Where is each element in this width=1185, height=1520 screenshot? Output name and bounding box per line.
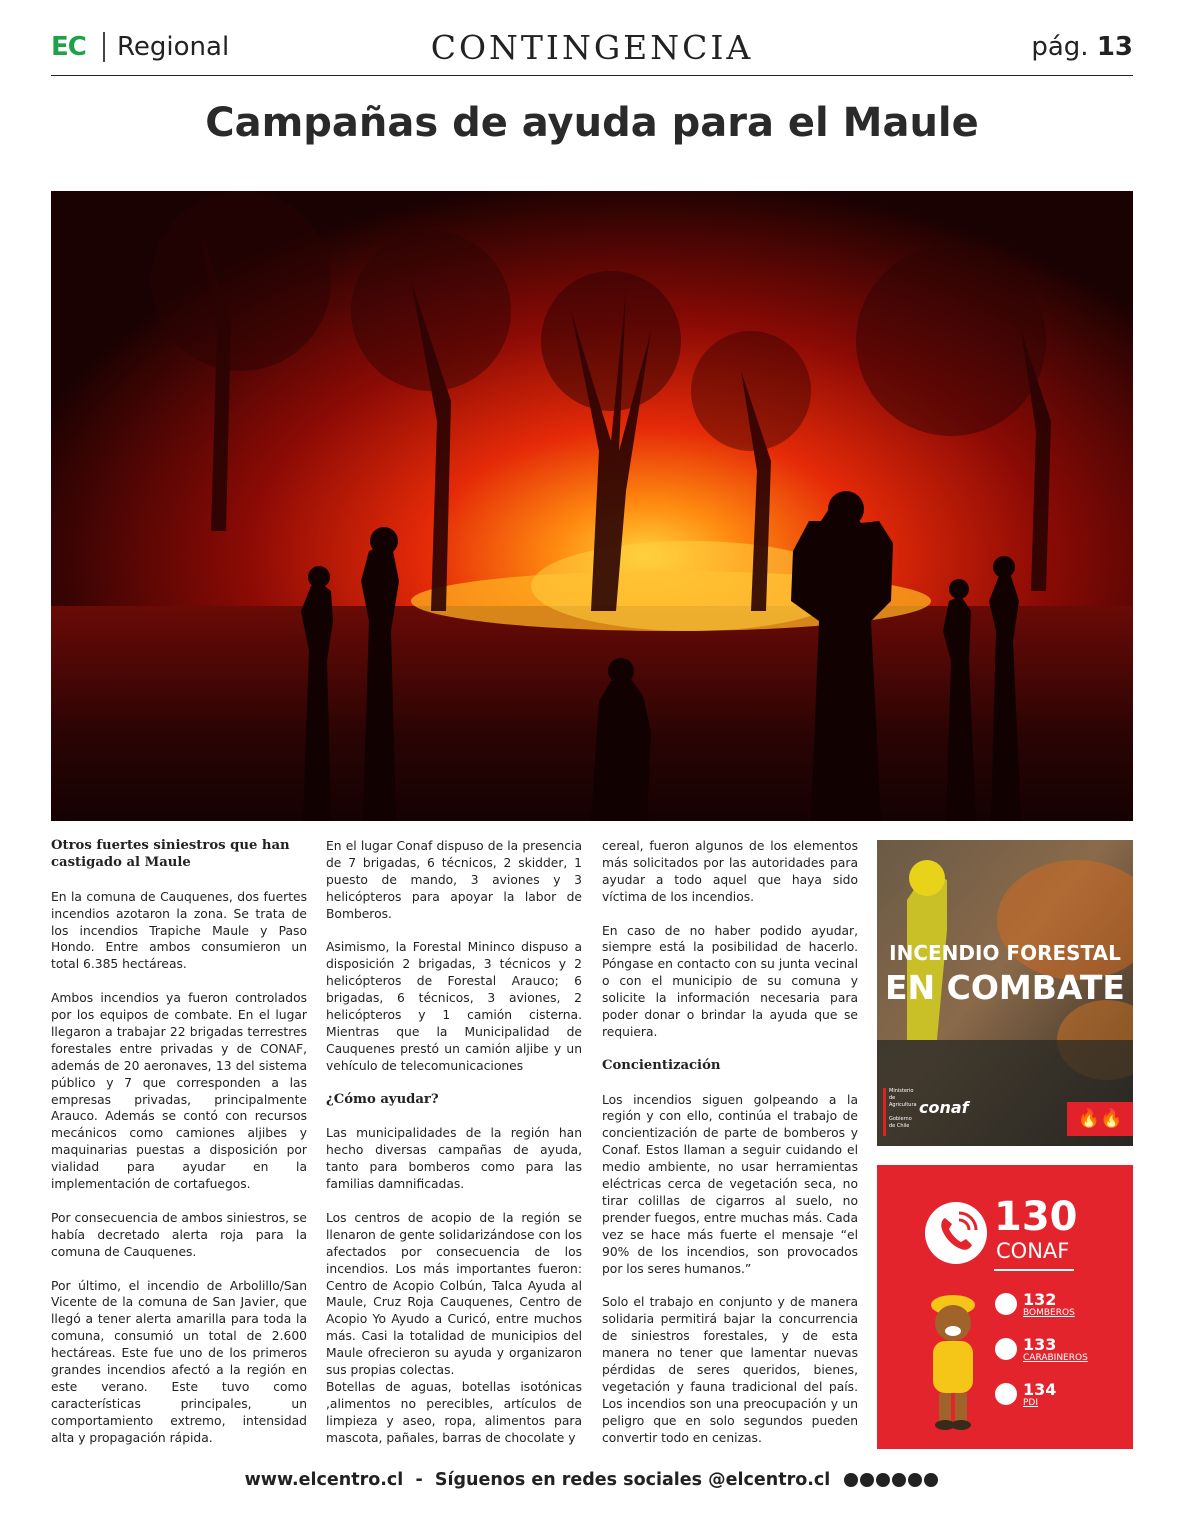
instagram-icon[interactable] [860,1473,874,1487]
footer-text[interactable]: www.elcentro.cl - Síguenos en redes sociales @elcentro.cl [244,1470,831,1490]
ministry-name: Ministerio de Agricultura [889,1088,917,1108]
ad-incendio-forestal[interactable] [877,840,1133,1146]
logo[interactable]: EC [51,32,86,62]
paragraph: En el lugar Conaf dispuso de la presencia de 7 brigadas, 6 técnicos, 2 skidder, 1 puesto de mando, 3 aviones y 3 helicópteros para apoyar la labor de Bomberos. [326,839,582,921]
article-column-1 [51,838,307,1463]
number-value: 134 [1023,1380,1057,1399]
page-header [51,28,1133,76]
subheading-concientizacion: Concientización [602,1057,721,1073]
paragraph: Los incendios siguen golpeando a la región y con ello, continúa el trabajo de concientización de parte de bomberos y Conaf. Estos llaman a seguir cuidando el medio ambiente, no usar herramientas eléctricas cerca de vegetación seca, no tirar colillas de cigarros al suelo, no prender fuegos, entre muchas más. Cada vez se hace más fuerte el mensaje “el 90% de los incendios, son provocados por los seres humanos.” [602,1092,858,1276]
subheading-como-ayudar: ¿Cómo ayudar? [326,1091,439,1107]
spotify-icon[interactable] [908,1473,922,1487]
social-icons [844,1470,940,1490]
fire-photo [51,191,1133,821]
youtube-icon[interactable] [876,1473,890,1487]
number-label: CARABINEROS [1023,1353,1088,1363]
conaf-logo: conaf [919,1098,969,1117]
page-footer [0,1470,1185,1490]
paragraph: Por último, el incendio de Arbolillo/San Vicente de la comuna de San Javier, que llegó a tener alerta amarilla para toda la comuna, consumió un total de 2.600 hectáreas. Este fue uno de los primeros grandes incendios afectó a la región en este verano. Este tuvo como características principales, un comportamiento extremo, intensidad alta y propagación rápida. [51,1278,307,1445]
paragraph: Asimismo, la Forestal Mininco dispuso a disposición 2 brigadas, 3 técnicos y 2 helicópteros de Forestal Arauco; 6 brigadas, 6 técnicos, 3 aviones, 2 helicópteros y 1 camión cisterna. Mientras que la Municipalidad de Cauquenes prestó un camión aljibe y un vehículo de telecomunicaciones [326,940,582,1073]
conaf-label: CONAF [996,1239,1070,1263]
flame-icon: 🔥🔥 [1067,1102,1133,1136]
phone-icon [925,1202,987,1264]
mascot-beaver-icon [921,1285,985,1435]
tiktok-icon[interactable] [924,1473,938,1487]
headline: Campañas de ayuda para el Maule [205,100,979,146]
facebook-icon[interactable] [844,1473,858,1487]
page-number [1031,32,1133,62]
article-column-3 [602,838,858,1463]
fire-photo-illustration [51,191,1133,821]
paragraph: Botellas de aguas, botellas isotónicas ,alimentos no perecibles, artículos de limpieza y aseo, ropa, alimentos para mascota, pañales, barras de chocolate y [326,1379,582,1445]
phone-icon [995,1338,1017,1360]
paragraph: En la comuna de Cauquenes, dos fuertes incendios azotaron la zona. Se trata de los incendios Trapiche Maule y Paso Hondo. Entre ambos consumieron un total 6.385 hectáreas. [51,889,307,972]
divider [994,1269,1074,1271]
page-number-value: 13 [1096,32,1133,62]
number-pdi [995,1381,1115,1409]
number-carabineros [995,1336,1115,1364]
paragraph: Ambos incendios ya fueron controlados por los equipos de combate. En el lugar llegaron a trabajar 22 brigadas terrestres forestales entre privadas y de CONAF, además de 20 aeronaves, 13 del sistema público y 7 que corresponden a las empresas privadas, principalmente Arauco. Además se contó con recursos mecánicos como camiones aljibes y maquinarias puestas a disposición por vialidad para ayudar en la implementación de cortafuegos. [51,991,307,1192]
number-label: PDI [1023,1398,1039,1408]
page-prefix: pág. [1031,32,1089,62]
section-label: Regional [117,32,230,62]
ad-title-line1: INCENDIO FORESTAL [889,941,1121,965]
paragraph: Por consecuencia de ambos siniestros, se había decretado alerta roja para la comuna de Cauquenes. [51,1210,307,1259]
paragraph: Los centros de acopio de la región se llenaron de gente solidarizándose con los afectados por consecuencia de los incendios. Los más importantes fueron: Centro de Acopio Colbún, Talca Ayuda al Maule, Cruz Roja Cauquenes, Centro de Acopio Yo Ayudo a Curicó, entre muchos más. Casi la totalidad de municipios del Maule ofrecieron su ayuda y organizaron sus propias colectas. [326,1210,582,1378]
paragraph: cereal, fueron algunos de los elementos más solicitados por las autoridades para ayudar a todo aquel que haya sido víctima de los incendios. [602,839,858,904]
number-value: 133 [1023,1335,1057,1354]
ad-title-line2: EN COMBATE [885,968,1125,1007]
paragraph: Solo el trabajo en conjunto y de manera solidaria permitirá bajar la concurrencia de siniestros forestales, y de esta manera no tener que lamentar nuevas pérdidas de seres queridos, bienes, vegetación y fauna tradicional del país. Los incendios son una preocupación y un peligro que en solo segundos pueden convertir todo en cenizas. [602,1295,858,1445]
ministry-logo [883,1088,917,1136]
ad-emergency-numbers[interactable] [877,1165,1133,1449]
gov-name: Gobierno de Chile [889,1116,912,1129]
number-label: BOMBEROS [1023,1308,1075,1318]
subheading-otros-siniestros: Otros fuertes siniestros que han castigado al Maule [51,838,290,870]
phone-icon [995,1293,1017,1315]
paragraph: En caso de no haber podido ayudar, siempre está la posibilidad de hacerlo. Póngase en contacto con su junta vecinal o con el municipio de su comuna y solicite la información necesaria para poder donar o brindar la ayuda que se requiera. [602,923,858,1039]
number-bomberos [995,1291,1115,1319]
number-value: 132 [1023,1290,1057,1309]
article-column-2 [326,838,582,1463]
category-title: CONTINGENCIA [430,28,754,67]
paragraph: Las municipalidades de la región han hecho diversas campañas de ayuda, tanto para bomberos como para las familias damnificadas. [326,1126,582,1192]
conaf-number: 130 [994,1194,1078,1240]
phone-icon [995,1383,1017,1405]
twitter-icon[interactable] [892,1473,906,1487]
